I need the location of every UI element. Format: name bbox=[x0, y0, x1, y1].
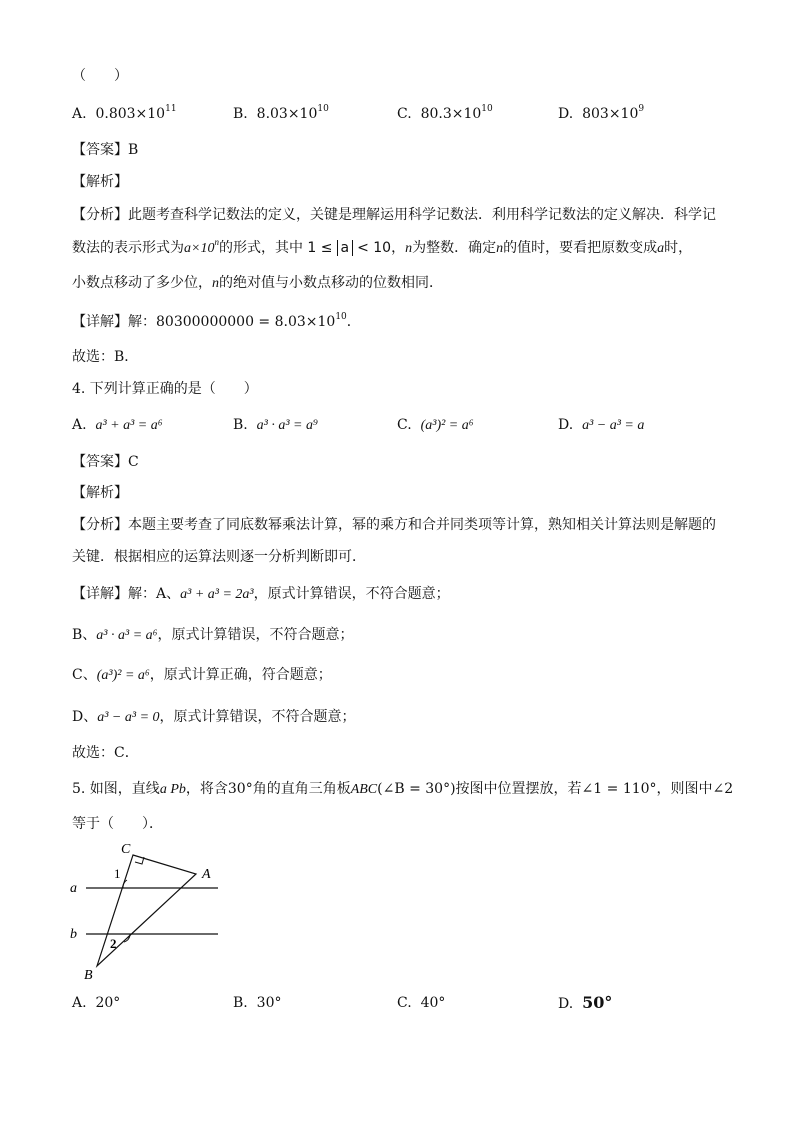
q3-option-a[interactable]: A. $0.803\times 10^{11}$ bbox=[72, 104, 177, 122]
q3-answer: 【答案】B bbox=[72, 142, 139, 158]
label-a-vertex: A bbox=[202, 867, 211, 882]
q4-detail-4: D、a³ − a³ = 0，原式计算错误，不符合题意； bbox=[72, 709, 356, 725]
label-line-a: a bbox=[70, 881, 77, 896]
q4-detail-2: B、a³ · a³ = a⁶，原式计算错误，不符合题意； bbox=[72, 627, 354, 643]
q3-fenxi-line-3: 小数点移动了多少位，n的绝对值与小数点移动的位数相同． bbox=[72, 275, 443, 291]
q4-jiexi-tag: 【解析】 bbox=[72, 485, 128, 501]
q4-detail-3: C、(a³)² = a⁶，原式计算正确，符合题意； bbox=[72, 667, 332, 683]
q5-triangle-figure bbox=[66, 836, 226, 984]
q5-option-d[interactable]: D. 50° bbox=[558, 993, 613, 1012]
q4-option-c[interactable]: C. (a³)² = a⁶ bbox=[397, 417, 474, 433]
q5-option-a[interactable]: A. 20° bbox=[72, 995, 121, 1011]
q3-option-d[interactable]: D. $803\times 10^9$ bbox=[558, 104, 645, 122]
q5-stem-line-1: 5. 如图，直线a Pb，将含30°角的直角三角板ABC(∠B = 30°)按图中位置摆放，若∠1 = 110°，则图中∠2 bbox=[72, 781, 734, 797]
q4-option-b[interactable]: B. a³ · a³ = a⁹ bbox=[233, 417, 318, 433]
q4-answer: 【答案】C bbox=[72, 454, 139, 470]
q4-fenxi-line-2: 关键．根据相应的运算法则逐一分析判断即可． bbox=[72, 549, 366, 565]
q3-jiexi-tag: 【解析】 bbox=[72, 174, 128, 190]
q4-stem: 4. 下列计算正确的是（ ） bbox=[72, 381, 258, 397]
q3-fenxi-line-1: 【分析】此题考查科学记数法的定义，关键是理解运用科学记数法．利用科学记数法的定义解决．科学记 bbox=[72, 207, 716, 223]
q3-xiangjie: 【详解】解：$80300000000 = 8.03\times 10^{10}$． bbox=[72, 312, 361, 330]
q3-guxuan: 故选：B． bbox=[72, 349, 139, 365]
label-b-vertex: B bbox=[84, 968, 93, 983]
q4-detail-1: 【详解】解：A、a³ + a³ = 2a³，原式计算错误，不符合题意； bbox=[72, 586, 450, 602]
q5-option-b[interactable]: B. 30° bbox=[233, 995, 282, 1011]
q3-paren: （ ） bbox=[72, 68, 128, 84]
q5-stem-line-2: 等于（ ）． bbox=[72, 816, 163, 832]
q4-fenxi-line-1: 【分析】本题主要考查了同底数幂乘法计算，幂的乘方和合并同类项等计算，熟知相关计算法则是解题的 bbox=[72, 517, 716, 533]
q4-option-a[interactable]: A. a³ + a³ = a⁶ bbox=[72, 417, 163, 433]
label-angle-1: 1 bbox=[114, 866, 121, 881]
q4-option-d[interactable]: D. a³ − a³ = a bbox=[558, 417, 645, 433]
label-angle-2: 2 bbox=[110, 936, 117, 951]
q3-option-c[interactable]: C. $80.3\times 10^{10}$ bbox=[397, 104, 493, 122]
angle-1-arc bbox=[123, 880, 127, 888]
q3-option-b[interactable]: B. $8.03\times 10^{10}$ bbox=[233, 104, 329, 122]
label-c: C bbox=[121, 842, 131, 857]
q3-fenxi-line-2: 数法的表示形式为$a\times 10^n$的形式，其中 1 ≤ a < 10，n为整数．确定n的值时，要看把原数变成a时， bbox=[72, 237, 693, 256]
label-line-b: b bbox=[70, 927, 77, 942]
q5-option-c[interactable]: C. 40° bbox=[397, 995, 446, 1011]
q4-guxuan: 故选：C． bbox=[72, 745, 139, 761]
